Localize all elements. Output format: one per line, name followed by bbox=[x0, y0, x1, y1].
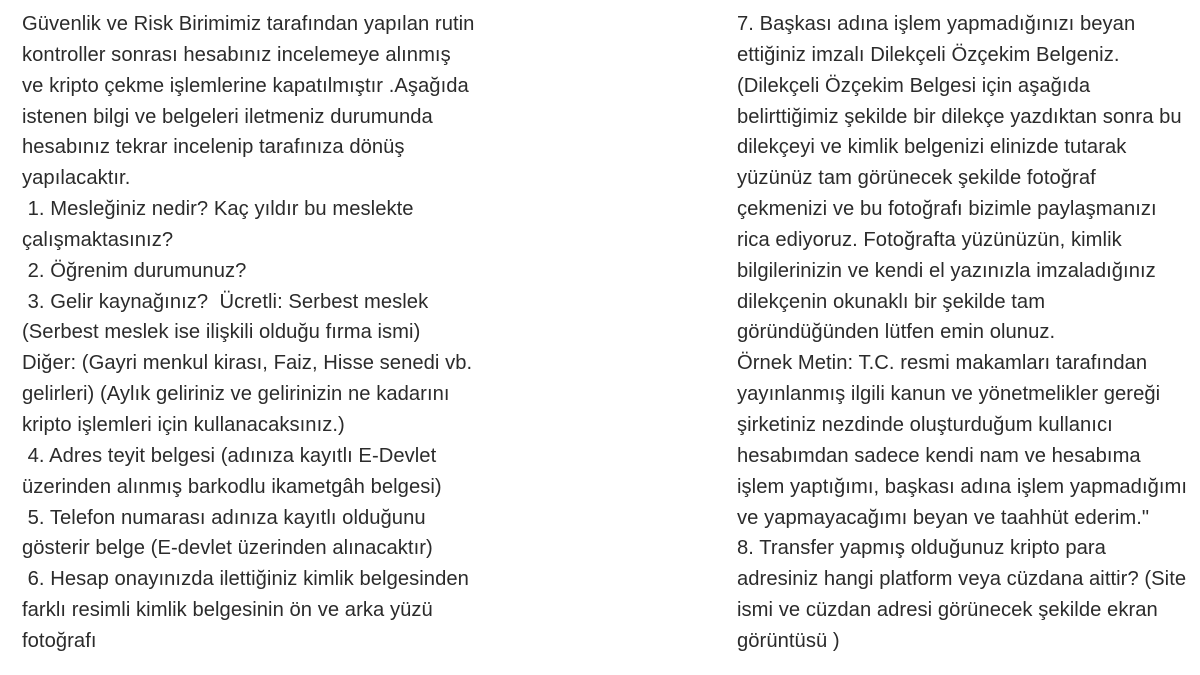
item-7-line: bilgilerinizin ve kendi el yazınızla imzaladığınız bbox=[737, 259, 1156, 282]
item-6-line: fotoğrafı bbox=[22, 629, 97, 652]
item-7-line: (Dilekçeli Özçekim Belgesi için aşağıda bbox=[737, 74, 1091, 97]
item-7-line: dilekçenin okunaklı bir şekilde tam bbox=[737, 290, 1046, 313]
item-6-line: farklı resimli kimlik belgesinin ön ve arka yüzü bbox=[22, 599, 433, 622]
item-5-line: gösterir belge (E-devlet üzerinden alınacaktır) bbox=[22, 537, 433, 560]
intro-line: kontroller sonrası hesabınız incelemeye alınmış bbox=[22, 43, 451, 66]
right-text-column bbox=[737, 9, 1187, 657]
sample-text-line: yayınlanmış ilgili kanun ve yönetmelikler gereği bbox=[737, 383, 1161, 406]
item-7-line: yüzünüz tam görünecek şekilde fotoğraf bbox=[737, 167, 1096, 190]
intro-line: Güvenlik ve Risk Birimimiz tarafından yapılan rutin bbox=[22, 13, 475, 35]
item-8-line: görüntüsü ) bbox=[737, 629, 840, 652]
item-1-line: çalışmaktasınız? bbox=[22, 228, 174, 251]
item-7-line: çekmenizi ve bu fotoğrafı bizimle paylaşmanızı bbox=[737, 198, 1157, 221]
item-7-line: dilekçeyi ve kimlik belgenizi elinizde tutarak bbox=[737, 136, 1127, 159]
item-3-line: 3. Gelir kaynağınız? Ücretli: Serbest meslek bbox=[22, 290, 429, 313]
item-8-line: 8. Transfer yapmış olduğunuz kripto para bbox=[737, 537, 1106, 560]
item-4-line: üzerinden alınmış barkodlu ikametgâh belgesi) bbox=[22, 475, 442, 498]
sample-text-line: hesabımdan sadece kendi nam ve hesabıma bbox=[737, 444, 1141, 467]
item-8-line: ismi ve cüzdan adresi görünecek şekilde ekran bbox=[737, 599, 1158, 622]
item-7-line: göründüğünden lütfen emin olunuz. bbox=[737, 321, 1056, 344]
item-1-line: 1. Mesleğiniz nedir? Kaç yıldır bu meslekte bbox=[22, 198, 414, 221]
sample-text-line: işlem yaptığımı, başkası adına işlem yapmadığımı bbox=[737, 475, 1188, 498]
item-6-line: 6. Hesap onayınızda ilettiğiniz kimlik belgesinden bbox=[22, 568, 469, 591]
sample-text-line: şirketiniz nezdinde oluşturduğum kullanıcı bbox=[737, 413, 1113, 436]
item-8-line: adresiniz hangi platform veya cüzdana aittir? (Site bbox=[737, 568, 1187, 591]
intro-line: hesabınız tekrar incelenip tarafınıza dönüş bbox=[22, 136, 405, 159]
item-3-line: Diğer: (Gayri menkul kirası, Faiz, Hisse senedi vb. bbox=[22, 352, 473, 375]
item-3-line: gelirleri) (Aylık geliriniz ve gelirinizin ne kadarını bbox=[22, 383, 450, 406]
item-7-line: ettiğiniz imzalı Dilekçeli Özçekim Belgeniz. bbox=[737, 43, 1120, 66]
item-7-line: rica ediyoruz. Fotoğrafta yüzünüzün, kimlik bbox=[737, 228, 1122, 251]
item-4-line: 4. Adres teyit belgesi (adınıza kayıtlı E-Devlet bbox=[22, 444, 437, 467]
item-2-line: 2. Öğrenim durumunuz? bbox=[22, 259, 247, 282]
intro-line: ve kripto çekme işlemlerine kapatılmıştır .Aşağıda bbox=[22, 74, 469, 97]
item-3-line: (Serbest meslek ise ilişkili olduğu fırma ismi) bbox=[22, 321, 421, 344]
left-text-column bbox=[22, 9, 482, 657]
item-7-line: belirttiğimiz şekilde bir dilekçe yazdıktan sonra bu bbox=[737, 105, 1182, 128]
item-7-line: 7. Başkası adına işlem yapmadığınızı beyan bbox=[737, 13, 1136, 35]
intro-line: istenen bilgi ve belgeleri iletmeniz durumunda bbox=[22, 105, 433, 128]
intro-line: yapılacaktır. bbox=[22, 167, 131, 190]
sample-text-line: ve yapmayacağımı beyan ve taahhüt ederim." bbox=[737, 506, 1150, 529]
sample-text-line: Örnek Metin: T.C. resmi makamları tarafından bbox=[737, 352, 1148, 375]
item-3-line: kripto işlemleri için kullanacaksınız.) bbox=[22, 413, 345, 436]
item-5-line: 5. Telefon numarası adınıza kayıtlı olduğunu bbox=[22, 506, 426, 529]
